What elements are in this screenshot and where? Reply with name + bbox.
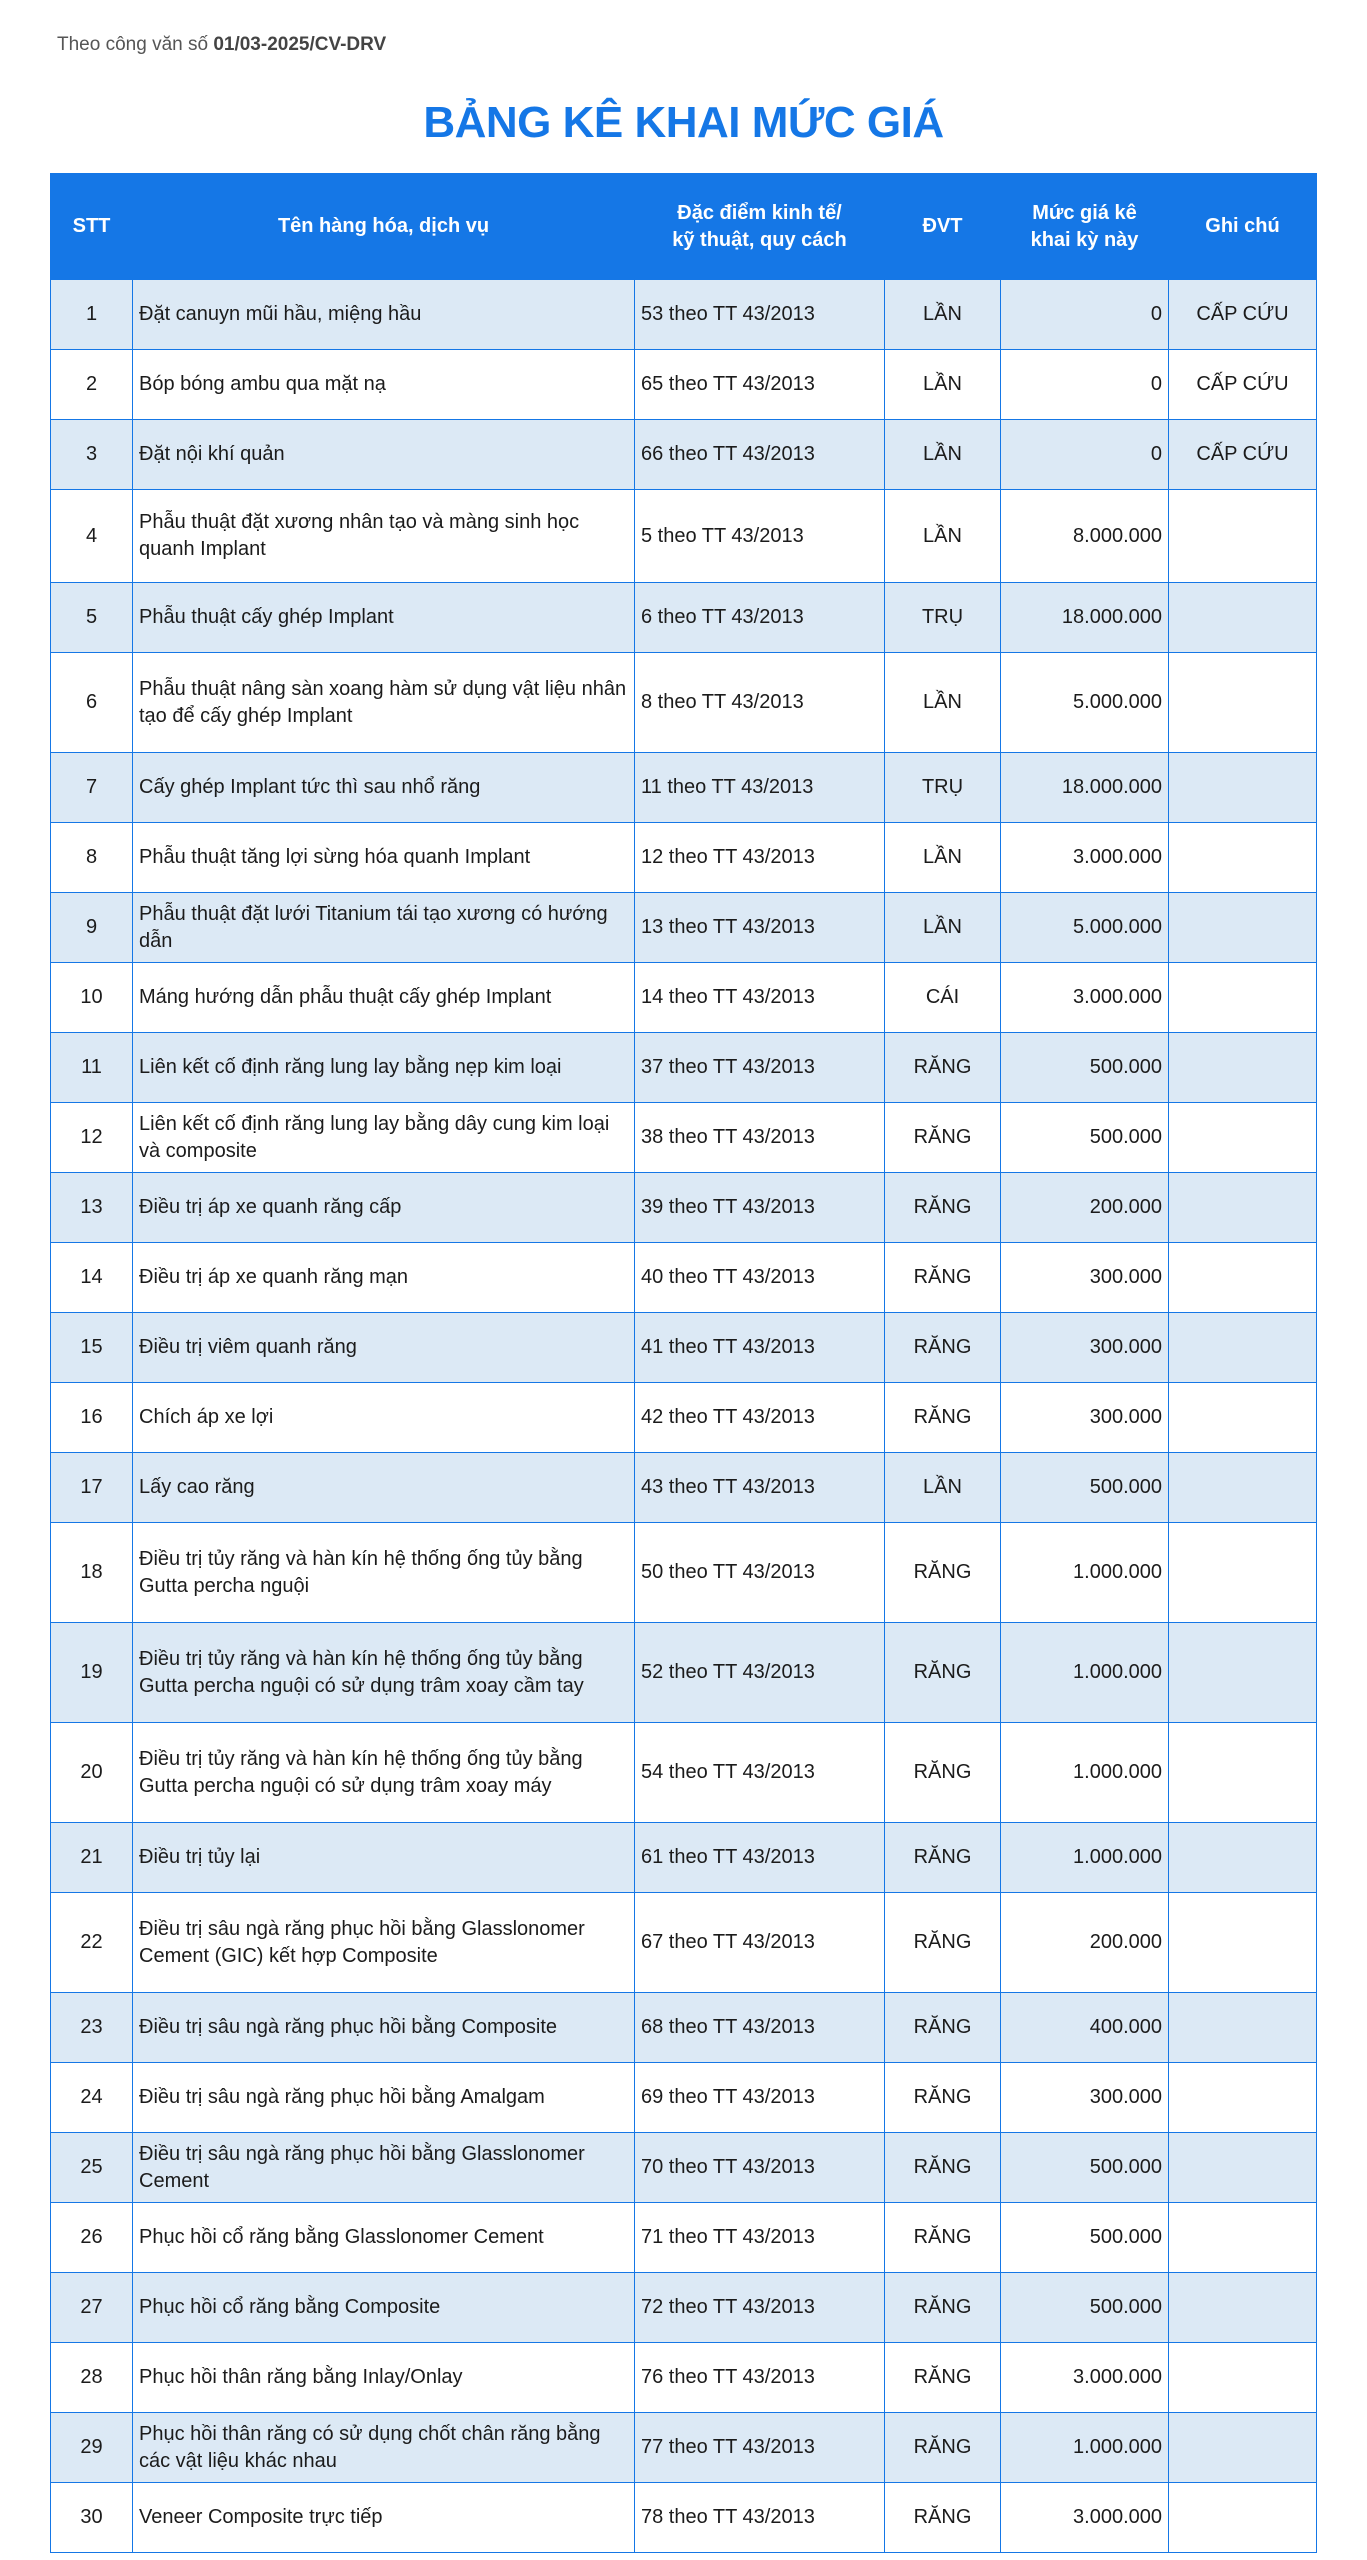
cell-note: CẤP CỨU [1169,350,1317,420]
cell-note [1169,1033,1317,1103]
table-body [51,280,1317,2553]
cell-unit: CÁI [885,963,1001,1033]
header-spec [635,174,885,280]
document-reference [57,34,386,56]
cell-note [1169,1453,1317,1523]
cell-price: 5.000.000 [1001,653,1169,753]
cell-spec: 52 theo TT 43/2013 [635,1623,885,1723]
cell-price: 0 [1001,280,1169,350]
cell-price: 500.000 [1001,2133,1169,2203]
cell-stt: 26 [51,2203,133,2273]
cell-stt: 11 [51,1033,133,1103]
cell-unit: RĂNG [885,1313,1001,1383]
cell-spec: 6 theo TT 43/2013 [635,583,885,653]
cell-price: 200.000 [1001,1173,1169,1243]
table-row [51,1893,1317,1993]
cell-note [1169,1173,1317,1243]
cell-note [1169,1313,1317,1383]
cell-unit: RĂNG [885,1893,1001,1993]
cell-name: Phẫu thuật đặt xương nhân tạo và màng sinh học quanh Implant [133,490,635,583]
cell-price: 18.000.000 [1001,753,1169,823]
cell-note [1169,1243,1317,1313]
cell-note [1169,2133,1317,2203]
table-row [51,350,1317,420]
cell-price: 400.000 [1001,1993,1169,2063]
cell-price: 300.000 [1001,1383,1169,1453]
header-spec-line2: kỹ thuật, quy cách [672,228,847,251]
cell-name: Điều trị áp xe quanh răng cấp [133,1173,635,1243]
table-row [51,1723,1317,1823]
cell-note [1169,2203,1317,2273]
cell-unit: TRỤ [885,753,1001,823]
cell-stt: 23 [51,1993,133,2063]
cell-note [1169,963,1317,1033]
cell-stt: 27 [51,2273,133,2343]
cell-name: Phẫu thuật nâng sàn xoang hàm sử dụng vật liệu nhân tạo để cấy ghép Implant [133,653,635,753]
cell-unit: LẦN [885,823,1001,893]
cell-stt: 14 [51,1243,133,1313]
cell-unit: RĂNG [885,2343,1001,2413]
cell-name: Cấy ghép Implant tức thì sau nhổ răng [133,753,635,823]
cell-spec: 12 theo TT 43/2013 [635,823,885,893]
table-row [51,2343,1317,2413]
cell-name: Điều trị tủy răng và hàn kín hệ thống ống tủy bằng Gutta percha nguội có sử dụng trâm xoay cầm tay [133,1623,635,1723]
table-row [51,420,1317,490]
cell-note [1169,2413,1317,2483]
cell-stt: 20 [51,1723,133,1823]
cell-note [1169,823,1317,893]
cell-unit: LẦN [885,653,1001,753]
cell-note [1169,1383,1317,1453]
cell-unit: LẦN [885,1453,1001,1523]
cell-unit: RĂNG [885,2273,1001,2343]
cell-name: Điều trị tủy răng và hàn kín hệ thống ống tủy bằng Gutta percha nguội [133,1523,635,1623]
table-row [51,2413,1317,2483]
cell-note [1169,1723,1317,1823]
cell-price: 200.000 [1001,1893,1169,1993]
cell-name: Phục hồi thân răng có sử dụng chốt chân răng bằng các vật liệu khác nhau [133,2413,635,2483]
cell-name: Điều trị tủy răng và hàn kín hệ thống ống tủy bằng Gutta percha nguội có sử dụng trâm xoay máy [133,1723,635,1823]
cell-unit: LẦN [885,490,1001,583]
table-row [51,2133,1317,2203]
cell-name: Điều trị viêm quanh răng [133,1313,635,1383]
cell-spec: 71 theo TT 43/2013 [635,2203,885,2273]
cell-name: Bóp bóng ambu qua mặt nạ [133,350,635,420]
cell-unit: RĂNG [885,1383,1001,1453]
header-note: Ghi chú [1169,174,1317,280]
cell-price: 3.000.000 [1001,2483,1169,2553]
cell-note [1169,893,1317,963]
table-row [51,1523,1317,1623]
cell-price: 5.000.000 [1001,893,1169,963]
cell-name: Điều trị sâu ngà răng phục hồi bằng Amalgam [133,2063,635,2133]
cell-name: Phục hồi cổ răng bằng Glasslonomer Cement [133,2203,635,2273]
cell-stt: 19 [51,1623,133,1723]
cell-spec: 61 theo TT 43/2013 [635,1823,885,1893]
table-row [51,823,1317,893]
cell-note [1169,1893,1317,1993]
cell-unit: RĂNG [885,1723,1001,1823]
cell-name: Đặt canuyn mũi hầu, miệng hầu [133,280,635,350]
cell-unit: LẦN [885,350,1001,420]
table-row [51,583,1317,653]
table-row [51,2203,1317,2273]
cell-unit: RĂNG [885,2203,1001,2273]
cell-price: 8.000.000 [1001,490,1169,583]
cell-stt: 25 [51,2133,133,2203]
cell-name: Điều trị sâu ngà răng phục hồi bằng Composite [133,1993,635,2063]
cell-unit: RĂNG [885,1993,1001,2063]
table-row [51,893,1317,963]
cell-stt: 4 [51,490,133,583]
cell-name: Lấy cao răng [133,1453,635,1523]
table-row [51,963,1317,1033]
cell-price: 1.000.000 [1001,1523,1169,1623]
cell-unit: RĂNG [885,1243,1001,1313]
cell-price: 500.000 [1001,1453,1169,1523]
cell-note [1169,1523,1317,1623]
table-header-row [51,174,1317,280]
cell-unit: RĂNG [885,1823,1001,1893]
cell-note [1169,1103,1317,1173]
cell-unit: RĂNG [885,2063,1001,2133]
cell-spec: 11 theo TT 43/2013 [635,753,885,823]
table-row [51,1313,1317,1383]
cell-stt: 24 [51,2063,133,2133]
table-row [51,2273,1317,2343]
cell-spec: 70 theo TT 43/2013 [635,2133,885,2203]
cell-price: 0 [1001,350,1169,420]
table-row [51,1033,1317,1103]
cell-spec: 68 theo TT 43/2013 [635,1993,885,2063]
cell-price: 500.000 [1001,2273,1169,2343]
cell-stt: 21 [51,1823,133,1893]
cell-unit: TRỤ [885,583,1001,653]
table-row [51,1993,1317,2063]
table-row [51,280,1317,350]
cell-stt: 15 [51,1313,133,1383]
cell-note [1169,583,1317,653]
cell-name: Liên kết cố định răng lung lay bằng dây cung kim loại và composite [133,1103,635,1173]
cell-price: 1.000.000 [1001,1823,1169,1893]
cell-unit: RĂNG [885,2133,1001,2203]
cell-spec: 40 theo TT 43/2013 [635,1243,885,1313]
cell-spec: 43 theo TT 43/2013 [635,1453,885,1523]
cell-stt: 7 [51,753,133,823]
cell-stt: 1 [51,280,133,350]
table-row [51,1453,1317,1523]
cell-note [1169,490,1317,583]
cell-spec: 13 theo TT 43/2013 [635,893,885,963]
cell-name: Máng hướng dẫn phẫu thuật cấy ghép Implant [133,963,635,1033]
cell-stt: 29 [51,2413,133,2483]
cell-note [1169,2343,1317,2413]
cell-price: 300.000 [1001,1313,1169,1383]
cell-spec: 65 theo TT 43/2013 [635,350,885,420]
cell-note [1169,1823,1317,1893]
cell-spec: 66 theo TT 43/2013 [635,420,885,490]
header-unit: ĐVT [885,174,1001,280]
cell-stt: 8 [51,823,133,893]
cell-name: Liên kết cố định răng lung lay bằng nẹp kim loại [133,1033,635,1103]
table-row [51,1103,1317,1173]
cell-spec: 14 theo TT 43/2013 [635,963,885,1033]
cell-price: 1.000.000 [1001,1723,1169,1823]
cell-stt: 5 [51,583,133,653]
cell-spec: 67 theo TT 43/2013 [635,1893,885,1993]
cell-spec: 37 theo TT 43/2013 [635,1033,885,1103]
page-title: BẢNG KÊ KHAI MỨC GIÁ [423,98,944,147]
cell-spec: 8 theo TT 43/2013 [635,653,885,753]
cell-price: 0 [1001,420,1169,490]
cell-unit: RĂNG [885,2413,1001,2483]
cell-unit: RĂNG [885,1033,1001,1103]
cell-price: 1.000.000 [1001,2413,1169,2483]
cell-stt: 18 [51,1523,133,1623]
cell-note [1169,653,1317,753]
cell-spec: 53 theo TT 43/2013 [635,280,885,350]
cell-note [1169,2063,1317,2133]
cell-unit: LẦN [885,893,1001,963]
cell-name: Chích áp xe lợi [133,1383,635,1453]
cell-price: 300.000 [1001,1243,1169,1313]
header-stt: STT [51,174,133,280]
cell-price: 3.000.000 [1001,823,1169,893]
cell-name: Phẫu thuật tăng lợi sừng hóa quanh Implant [133,823,635,893]
cell-unit: RĂNG [885,1173,1001,1243]
cell-name: Veneer Composite trực tiếp [133,2483,635,2553]
cell-spec: 5 theo TT 43/2013 [635,490,885,583]
table-row [51,2063,1317,2133]
table-row [51,653,1317,753]
header-name: Tên hàng hóa, dịch vụ [133,174,635,280]
cell-stt: 6 [51,653,133,753]
cell-spec: 76 theo TT 43/2013 [635,2343,885,2413]
header-spec-line1: Đặc điểm kinh tế/ [677,201,842,224]
cell-name: Điều trị sâu ngà răng phục hồi bằng Glasslonomer Cement [133,2133,635,2203]
cell-name: Phẫu thuật đặt lưới Titanium tái tạo xương có hướng dẫn [133,893,635,963]
cell-unit: LẦN [885,280,1001,350]
cell-name: Phục hồi cổ răng bằng Composite [133,2273,635,2343]
cell-price: 300.000 [1001,2063,1169,2133]
cell-spec: 38 theo TT 43/2013 [635,1103,885,1173]
table-row [51,1823,1317,1893]
cell-note [1169,2483,1317,2553]
cell-price: 1.000.000 [1001,1623,1169,1723]
cell-unit: RĂNG [885,1103,1001,1173]
cell-spec: 50 theo TT 43/2013 [635,1523,885,1623]
cell-spec: 72 theo TT 43/2013 [635,2273,885,2343]
cell-spec: 42 theo TT 43/2013 [635,1383,885,1453]
cell-spec: 39 theo TT 43/2013 [635,1173,885,1243]
header-price-line1: Mức giá kê [1032,201,1137,224]
table-row [51,1173,1317,1243]
cell-stt: 2 [51,350,133,420]
cell-spec: 78 theo TT 43/2013 [635,2483,885,2553]
cell-stt: 12 [51,1103,133,1173]
cell-note: CẤP CỨU [1169,280,1317,350]
header-price [1001,174,1169,280]
cell-stt: 10 [51,963,133,1033]
header-price-line2: khai kỳ này [1030,228,1139,251]
cell-stt: 3 [51,420,133,490]
cell-note [1169,2273,1317,2343]
reference-prefix: Theo công văn số [57,34,209,55]
cell-unit: RĂNG [885,1523,1001,1623]
table-row [51,490,1317,583]
cell-price: 3.000.000 [1001,963,1169,1033]
cell-stt: 9 [51,893,133,963]
cell-price: 500.000 [1001,1033,1169,1103]
cell-unit: RĂNG [885,1623,1001,1723]
cell-note [1169,1993,1317,2063]
cell-stt: 16 [51,1383,133,1453]
cell-name: Phẫu thuật cấy ghép Implant [133,583,635,653]
reference-number: 01/03-2025/CV-DRV [213,34,387,55]
cell-note [1169,1623,1317,1723]
cell-stt: 28 [51,2343,133,2413]
cell-price: 500.000 [1001,2203,1169,2273]
cell-name: Đặt nội khí quản [133,420,635,490]
cell-spec: 41 theo TT 43/2013 [635,1313,885,1383]
cell-name: Điều trị sâu ngà răng phục hồi bằng Glasslonomer Cement (GIC) kết hợp Composite [133,1893,635,1993]
table-row [51,1243,1317,1313]
cell-stt: 17 [51,1453,133,1523]
cell-name: Điều trị áp xe quanh răng mạn [133,1243,635,1313]
table-row [51,753,1317,823]
cell-note: CẤP CỨU [1169,420,1317,490]
table-row [51,1623,1317,1723]
table-row [51,1383,1317,1453]
cell-spec: 69 theo TT 43/2013 [635,2063,885,2133]
cell-price: 3.000.000 [1001,2343,1169,2413]
price-table [50,173,1317,2553]
cell-spec: 77 theo TT 43/2013 [635,2413,885,2483]
cell-spec: 54 theo TT 43/2013 [635,1723,885,1823]
cell-price: 18.000.000 [1001,583,1169,653]
cell-stt: 30 [51,2483,133,2553]
table-row [51,2483,1317,2553]
cell-note [1169,753,1317,823]
cell-unit: LẦN [885,420,1001,490]
cell-stt: 22 [51,1893,133,1993]
cell-price: 500.000 [1001,1103,1169,1173]
cell-stt: 13 [51,1173,133,1243]
cell-name: Điều trị tủy lại [133,1823,635,1893]
cell-name: Phục hồi thân răng bằng Inlay/Onlay [133,2343,635,2413]
cell-unit: RĂNG [885,2483,1001,2553]
